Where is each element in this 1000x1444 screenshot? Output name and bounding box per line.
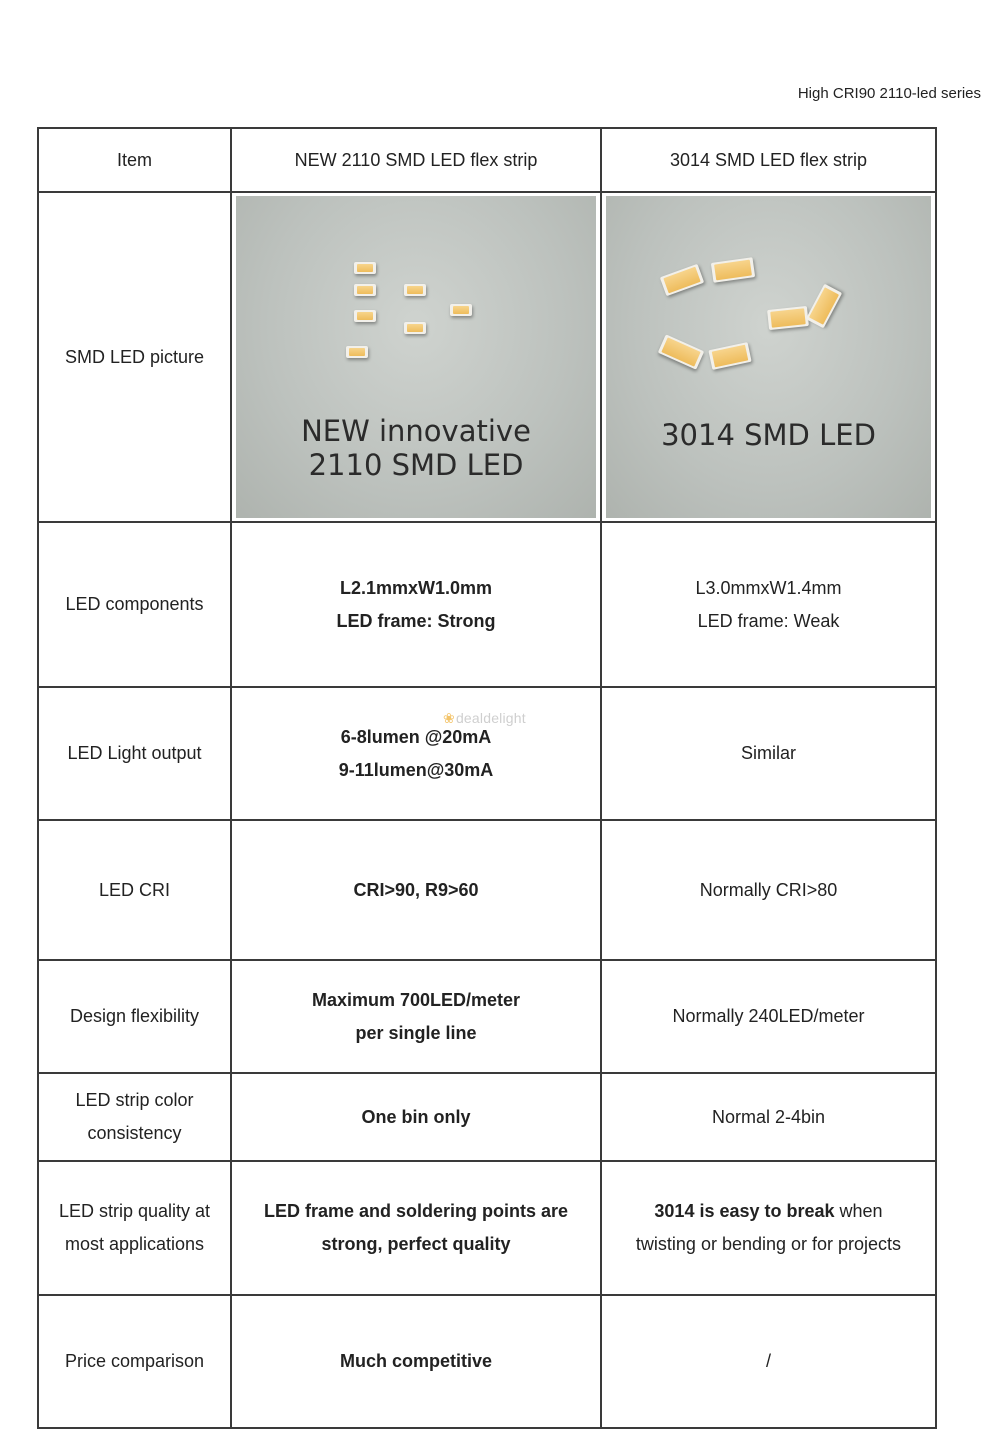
led-chip	[708, 342, 751, 370]
header-row	[38, 128, 936, 192]
label-line: LED strip color	[75, 1090, 194, 1110]
value-line: when	[834, 1201, 883, 1221]
row-label	[38, 1161, 231, 1295]
old-value: Similar	[601, 687, 936, 820]
watermark-text: dealdelight	[455, 710, 526, 726]
new-value	[231, 960, 601, 1073]
table-row	[38, 1295, 936, 1428]
old-value: /	[601, 1295, 936, 1428]
old-value: Normally CRI>80	[601, 820, 936, 960]
picture-row-label: SMD LED picture	[38, 192, 231, 522]
old-value	[601, 522, 936, 687]
led-chip	[767, 306, 809, 330]
new-value: Much competitive	[231, 1295, 601, 1428]
label-line: consistency	[87, 1123, 182, 1143]
row-label: LED Light output	[38, 687, 231, 820]
header-new-strip: NEW 2110 SMD LED flex strip	[231, 128, 601, 192]
old-led-caption: 3014 SMD LED	[661, 418, 876, 452]
old-value	[601, 1161, 936, 1295]
comparison-table	[37, 127, 937, 1429]
new-led-caption-line2: 2110 SMD LED	[308, 448, 524, 482]
led-chip	[354, 310, 376, 322]
value-line: 6-8lumen @20mA	[340, 726, 492, 747]
led-chip	[404, 284, 426, 296]
table-row	[38, 522, 936, 687]
row-label: LED components	[38, 522, 231, 687]
row-label: Price comparison	[38, 1295, 231, 1428]
old-value: Normal 2-4bin	[601, 1073, 936, 1161]
led-chip	[354, 284, 376, 296]
value-line: L3.0mmxW1.4mm	[695, 577, 842, 598]
new-led-photo-cell	[231, 192, 601, 522]
row-label: Design flexibility	[38, 960, 231, 1073]
table-row	[38, 820, 936, 960]
led-chip	[660, 264, 704, 296]
label-line: LED strip quality at	[58, 1201, 211, 1221]
value-line: 9-11lumen@30mA	[338, 759, 494, 780]
value-line: L2.1mmxW1.0mm	[339, 577, 493, 598]
value-line: LED frame and soldering points are	[263, 1201, 569, 1221]
table-row	[38, 960, 936, 1073]
led-chip	[404, 322, 426, 334]
new-value	[231, 1161, 601, 1295]
led-chip	[354, 262, 376, 274]
new-value	[231, 687, 601, 820]
old-led-photo-cell	[601, 192, 936, 522]
value-line: LED frame: Strong	[336, 610, 496, 631]
new-value: One bin only	[231, 1073, 601, 1161]
new-value	[231, 522, 601, 687]
value-line: strong, perfect quality	[321, 1234, 511, 1254]
header-item: Item	[38, 128, 231, 192]
led-chip	[450, 304, 472, 316]
new-led-photo	[236, 196, 596, 518]
leaf-icon: ❀	[443, 710, 455, 726]
table-row	[38, 1073, 936, 1161]
new-led-caption-line1: NEW innovative	[301, 414, 531, 448]
old-led-photo	[606, 196, 931, 518]
new-value: CRI>90, R9>60	[231, 820, 601, 960]
old-value: Normally 240LED/meter	[601, 960, 936, 1073]
led-chip	[658, 334, 705, 369]
table-row	[38, 1161, 936, 1295]
table-row	[38, 687, 936, 820]
picture-row	[38, 192, 936, 522]
row-label: LED CRI	[38, 820, 231, 960]
value-emphasis: 3014 is easy to break	[654, 1201, 835, 1221]
label-line: most applications	[64, 1234, 205, 1254]
led-chip	[346, 346, 368, 358]
header-old-strip: 3014 SMD LED flex strip	[601, 128, 936, 192]
led-chip	[711, 257, 755, 283]
series-label: High CRI90 2110-led series	[797, 85, 981, 102]
value-line: LED frame: Weak	[697, 610, 840, 631]
row-label	[38, 1073, 231, 1161]
value-line: per single line	[355, 1022, 477, 1043]
led-chip	[806, 284, 842, 329]
value-line: Maximum 700LED/meter	[311, 989, 521, 1010]
value-line: twisting or bending or for projects	[635, 1234, 902, 1254]
